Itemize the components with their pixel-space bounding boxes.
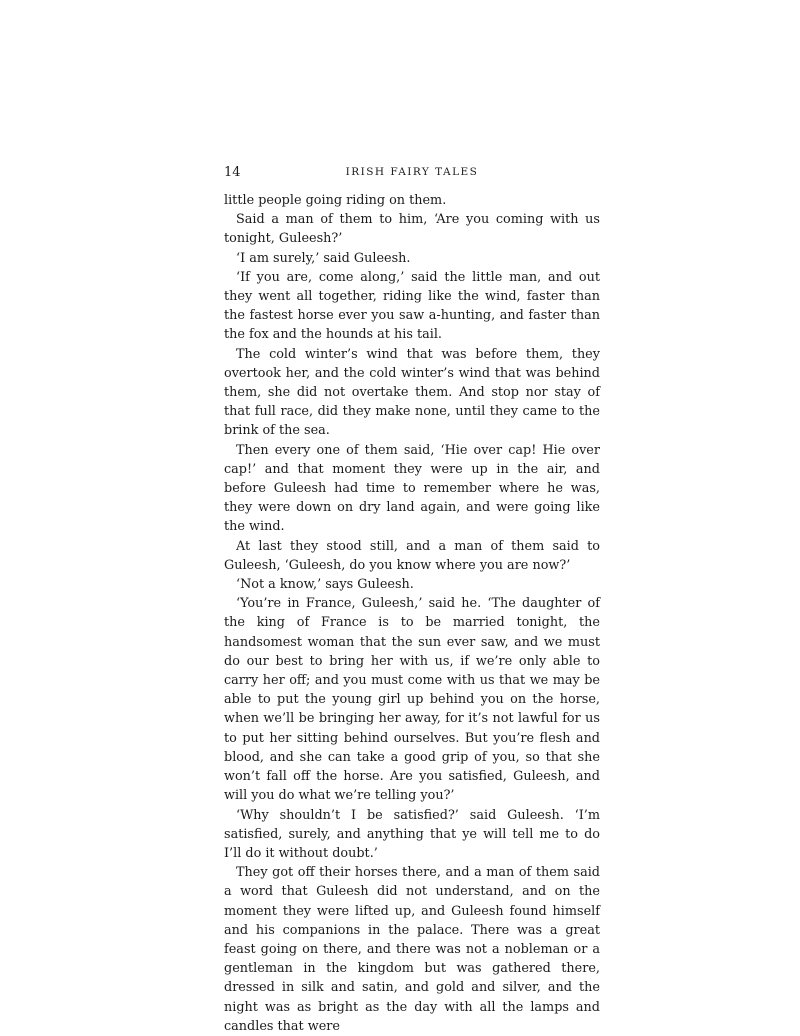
running-title: IRISH FAIRY TALES (345, 166, 479, 178)
paragraph: Then every one of them said, ‘Hie over cap! Hie over cap!’ and that moment they were up in the air, and before Guleesh had time to remember where he was, they were down on dry land again, and were going like the wind. (224, 442, 600, 535)
paragraph: ‘Not a know,’ says Guleesh. (236, 577, 414, 593)
paragraph: ‘I am surely,’ said Guleesh. (236, 250, 411, 266)
paragraph: They got off their horses there, and a man of them said a word that Guleesh did not understand, and on the moment they were lifted up, and Guleesh found himself and his companions in the palace. There was a great feast going on there, and there was not a nobleman or a gentleman in the kingdom but was gathered there, dressed in silk and satin, and gold and silver, and the night was as bright as the day with all the lamps and candles that were (224, 865, 600, 1034)
paragraph: ‘If you are, come along,’ said the little man, and out they went all together, riding like the wind, faster than the fastest horse ever you saw a-hunting, and faster than the fox and the hounds at his tail. (224, 269, 600, 343)
book-page (224, 163, 600, 1036)
page-number: 14 (224, 165, 241, 180)
paragraph: ‘You’re in France, Guleesh,’ said he. ‘The daughter of the king of France is to be married tonight, the handsomest woman that the sun ever saw, and we must do our best to bring her with us, if we’re only able to carry her off; and you must come with us that we may be able to put the young girl up behind you on the horse, when we’ll be bringing her away, for it’s not lawful for us to put her sitting behind ourselves. But you’re flesh and blood, and she can take a good grip of you, so that she won’t fall off the horse. Are you satisfied, Guleesh, and will you do what we’re telling you?’ (224, 596, 600, 804)
paragraph: ‘Why shouldn’t I be satisfied?’ said Guleesh. ‘I’m satisfied, surely, and anything that ye will tell me to do I’ll do it without doubt.’ (224, 807, 600, 861)
body-text (224, 191, 600, 1036)
paragraph: little people going riding on them. (224, 193, 447, 208)
paragraph: At last they stood still, and a man of them said to Guleesh, ‘Guleesh, do you know where you are now?’ (224, 538, 600, 573)
running-head (224, 163, 600, 185)
paragraph: Said a man of them to him, ‘Are you coming with us tonight, Guleesh?’ (224, 212, 600, 247)
paragraph: The cold winter’s wind that was before them, they overtook her, and the cold winter’s wind that was behind them, she did not overtake them. And stop nor stay of that full race, did they make none, until they came to the brink of the sea. (224, 346, 600, 439)
